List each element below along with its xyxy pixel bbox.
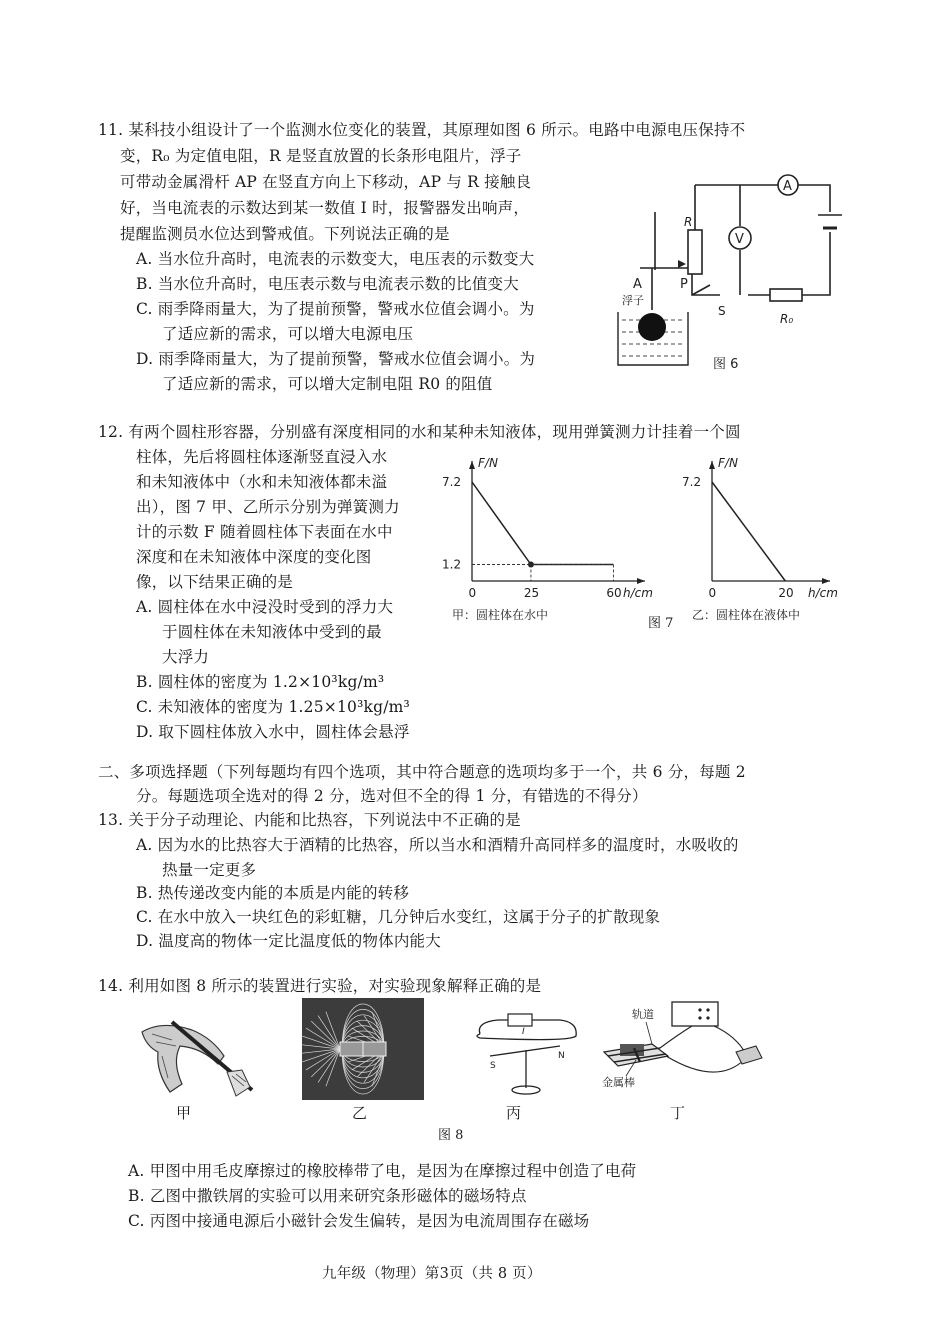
q12-line-2: 柱体，先后将圆柱体逐渐竖直浸入水	[136, 448, 388, 466]
q11-line-5: 提醒监测员水位达到警戒值。下列说法正确的是	[120, 225, 450, 243]
figure-8-caption: 图 8	[438, 1128, 464, 1143]
bing-n-label: N	[558, 1051, 565, 1061]
q13-option-a-cont: 热量一定更多	[162, 861, 257, 879]
q12-option-a: A. 圆柱体在水中浸没时受到的浮力大	[136, 598, 394, 616]
q12-line-1: 12. 有两个圆柱形容器，分别盛有深度相同的水和某种未知液体，现用弹簧测力计挂着一个圆	[98, 423, 741, 441]
bing-s-label: S	[490, 1061, 496, 1071]
figure-8-label-bing: 丙	[506, 1104, 522, 1122]
figure-8-yi	[302, 998, 424, 1100]
q14-option-b: B. 乙图中撒铁屑的实验可以用来研究条形磁体的磁场特点	[128, 1187, 527, 1205]
figure-8-label-jia: 甲	[176, 1104, 192, 1122]
chart-yi	[680, 455, 860, 630]
chart-caption: 甲：圆柱体在水中	[452, 608, 549, 622]
q14-stem: 14. 利用如图 8 所示的装置进行实验，对实验现象解释正确的是	[98, 977, 542, 995]
q12-line-3: 和未知液体中（水和未知液体都未溢	[136, 473, 388, 491]
q12-line-6: 深度和在未知液体中深度的变化图	[136, 548, 372, 566]
figure-8-label-ding: 丁	[670, 1104, 686, 1122]
x-tick-label: 0	[468, 586, 477, 600]
y-tick-label: 7.2	[442, 475, 462, 489]
figure-6-caption: 图 6	[713, 357, 739, 372]
p-label: P	[680, 277, 688, 292]
figure-8-label-yi: 乙	[352, 1104, 368, 1122]
q14-option-c: C. 丙图中接通电源后小磁针会发生偏转，是因为电流周围存在磁场	[128, 1212, 590, 1230]
q11-option-c-cont: 了适应新的需求，可以增大电源电压	[162, 325, 414, 343]
bing-current-label: I	[522, 1027, 525, 1037]
q14-option-a: A. 甲图中用毛皮摩擦过的橡胶棒带了电，是因为在摩擦过程中创造了电荷	[128, 1162, 637, 1180]
section2-line-1: 二、多项选择题（下列每题均有四个选项，其中符合题意的选项均多于一个，共 6 分，每题 2	[98, 763, 746, 781]
x-tick-label: 0	[708, 586, 717, 600]
x-axis-label: h/cm	[808, 586, 838, 600]
figure-6-circuit	[600, 160, 850, 380]
series-line	[472, 482, 613, 565]
q12-option-c: C. 未知液体的密度为 1.25×10³kg/m³	[136, 698, 410, 716]
float-ball	[638, 313, 666, 341]
switch-label: S	[718, 304, 726, 318]
y-tick-label: 7.2	[682, 475, 702, 489]
a-label: A	[633, 277, 642, 292]
q12-option-a-cont2: 大浮力	[162, 648, 210, 666]
q13-option-b: B. 热传递改变内能的本质是内能的转移	[136, 884, 410, 902]
q12-option-a-cont1: 于圆柱体在未知液体中受到的最	[162, 623, 382, 641]
q13-option-a: A. 因为水的比热容大于酒精的比热容，所以当水和酒精升高同样多的温度时，水吸收的	[136, 836, 739, 854]
q13-option-c: C. 在水中放入一块红色的彩虹糖，几分钟后水变红，这属于分子的扩散现象	[136, 908, 661, 926]
q11-option-a: A. 当水位升高时，电流表的示数变大，电压表的示数变大	[136, 250, 535, 268]
x-tick-label: 60	[606, 586, 622, 600]
q12-line-7: 像，以下结果正确的是	[136, 573, 294, 591]
q11-line-3: 可带动金属滑杆 AP 在竖直方向上下移动，AP 与 R 接触良	[120, 173, 532, 191]
figure-8-bing	[470, 1012, 590, 1102]
series-line	[712, 482, 785, 581]
voltmeter-label: V	[735, 232, 744, 247]
q11-line-2: 变，R₀ 为定值电阻，R 是竖直放置的长条形电阻片，浮子	[120, 147, 522, 165]
float-label: 浮子	[622, 294, 644, 307]
x-axis-label: h/cm	[623, 586, 653, 600]
q11-line-4: 好，当电流表的示数达到某一数值 I 时，报警器发出响声，	[120, 199, 530, 217]
q12-line-5: 计的示数 F 随着圆柱体下表面在水中	[136, 523, 393, 541]
q11-option-d-cont: 了适应新的需求，可以增大定制电阻 R0 的阻值	[162, 375, 493, 393]
r0-label: R₀	[780, 312, 794, 326]
figure-8-ding	[596, 996, 776, 1101]
ammeter-label: A	[783, 179, 792, 194]
y-axis-arrow	[469, 461, 475, 469]
y-axis-label: F/N	[718, 456, 738, 470]
y-tick-label: 1.2	[442, 557, 462, 572]
q12-line-4: 出），图 7 甲、乙所示分别为弹簧测力	[136, 498, 400, 516]
x-axis-arrow	[822, 578, 830, 584]
q13-stem: 13. 关于分子动理论、内能和比热容，下列说法中不正确的是	[98, 811, 521, 829]
y-axis-arrow	[709, 461, 715, 469]
q11-line-1: 11. 某科技小组设计了一个监测水位变化的装置，其原理如图 6 所示。电路中电源电压保持不	[98, 121, 746, 139]
ding-rod-label: 金属棒	[602, 1076, 635, 1089]
figure-8-jia	[132, 1012, 262, 1107]
chart-jia	[440, 455, 665, 630]
q12-option-d: D. 取下圆柱体放入水中，圆柱体会悬浮	[136, 723, 410, 741]
q13-option-d: D. 温度高的物体一定比温度低的物体内能大	[136, 932, 441, 950]
x-axis-arrow	[637, 578, 645, 584]
q11-option-d: D. 雨季降雨量大，为了提前预警，警戒水位值会调小。为	[136, 350, 536, 368]
chart-caption: 乙：圆柱体在液体中	[692, 608, 801, 622]
x-tick-label: 25	[523, 586, 540, 600]
q11-option-c: C. 雨季降雨量大，为了提前预警，警戒水位值会调小。为	[136, 300, 535, 318]
y-axis-label: F/N	[478, 456, 498, 470]
r-label: R	[684, 215, 693, 229]
x-tick-label: 20	[778, 586, 794, 600]
q11-option-b: B. 当水位升高时，电压表示数与电流表示数的比值变大	[136, 275, 519, 293]
page-footer: 九年级（物理）第3页（共 8 页）	[322, 1266, 542, 1282]
figure-7-caption: 图 7	[648, 616, 674, 631]
q12-option-b: B. 圆柱体的密度为 1.2×10³kg/m³	[136, 673, 385, 691]
ding-rail-label: 轨道	[632, 1008, 654, 1021]
section2-line-2: 分。每题选项全选对的得 2 分，选对但不全的得 1 分，有错选的不得分）	[136, 787, 648, 805]
